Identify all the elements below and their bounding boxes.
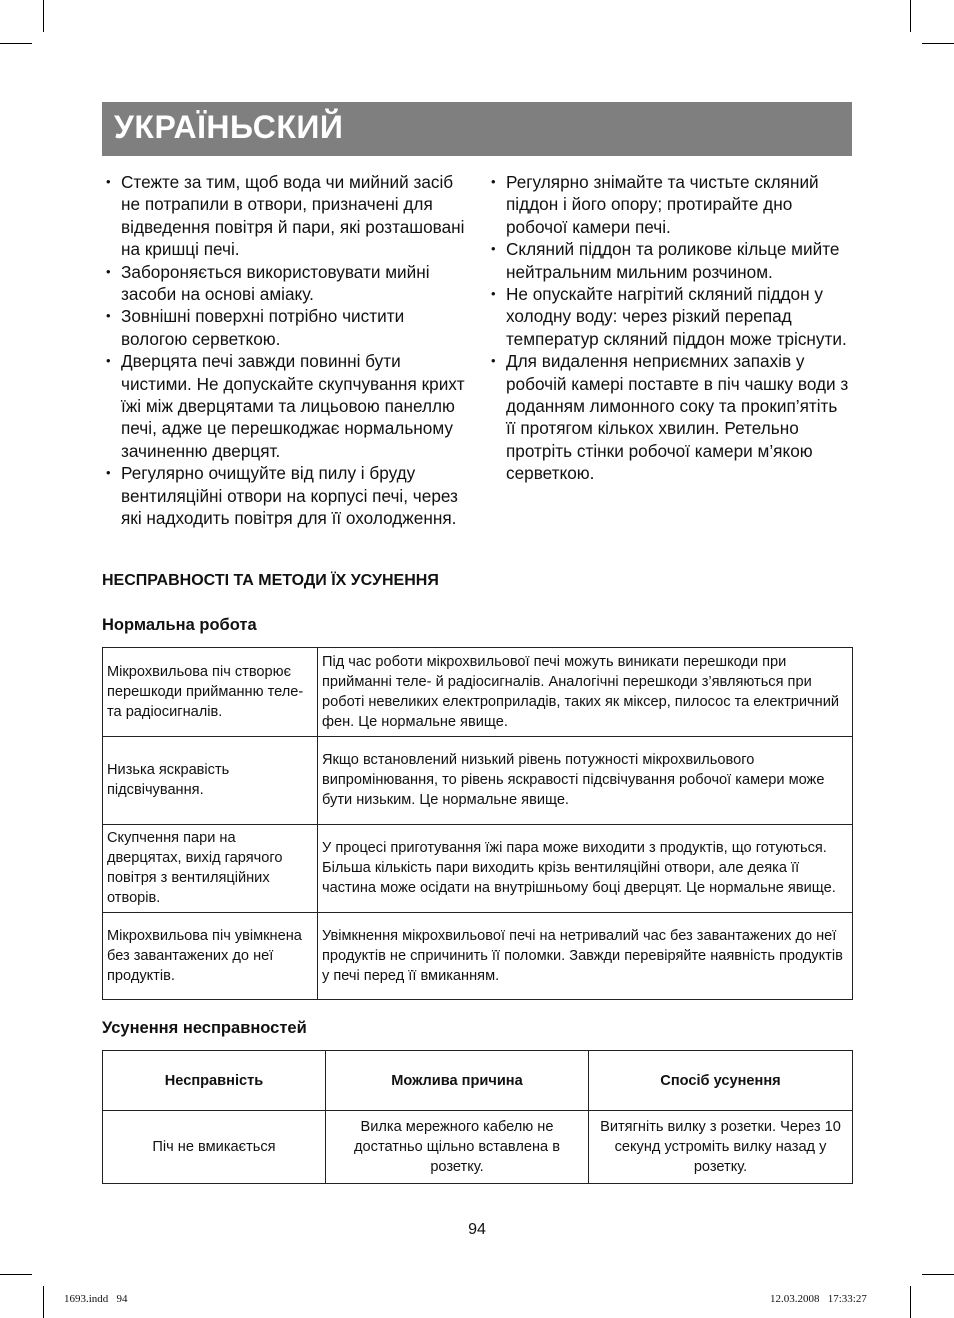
left-column [104,171,470,530]
list-item: • Зовнішні поверхні потрібно чистити вологою серветкою. [104,305,470,350]
issue-cell: Мікрохвильова піч увімкнена без завантажених до неї продуктів. [103,913,318,1000]
list-item: • Скляний піддон та роликове кільце мийте нейтральним мильним розчином. [489,238,851,283]
fault-cell: Піч не вмикається [103,1111,326,1184]
explanation-cell: Якщо встановлений низький рівень потужності мікрохвильового випромінювання, то рівень яскравості підсвічування робочої камери може бути низьким. Це нормальне явище. [318,737,853,825]
table-row [103,1111,853,1184]
table-row [103,913,853,1000]
right-column [489,171,851,485]
issue-cell: Мікрохвильова піч створює перешкоди прийманню теле- та радіосигналів. [103,648,318,737]
table-row [103,737,853,825]
section-title: НЕСПРАВНОСТІ ТА МЕТОДИ ЇХ УСУНЕННЯ [102,572,439,589]
crop-mark [910,1286,911,1318]
right-bullet-list [489,171,851,485]
crop-mark [922,1274,954,1275]
crop-mark [0,1274,32,1275]
language-header-bar [102,102,852,156]
column-header-cause: Можлива причина [326,1051,589,1111]
page-title: УКРАЇНЬСКИЙ [114,109,344,145]
left-bullet-list [104,171,470,530]
troubleshooting-heading: Усунення несправностей [102,1019,307,1037]
crop-mark [922,43,954,44]
list-item: • Стежте за тим, щоб вода чи мийний засіб не потрапили в отвори, призначені для відведення повітря й пари, які розташовані на кришці печі. [104,171,470,261]
table-row [103,648,853,737]
table-row [103,825,853,913]
list-item: • Регулярно очищуйте від пилу і бруду вентиляційні отвори на корпусі печі, через які надходить повітря для її охолодження. [104,462,470,529]
table-header-row [103,1051,853,1111]
issue-cell: Низька яскравість підсвічування. [103,737,318,825]
crop-mark [0,43,32,44]
column-header-fault: Несправність [103,1051,326,1111]
remedy-cell: Витягніть вилку з розетки. Через 10 секунд устроміть вилку назад у розетку. [589,1111,853,1184]
crop-mark [910,0,911,32]
explanation-cell: У процесі приготування їжі пара може виходити з продуктів, що готуються. Більша кількість пари виходить крізь вентиляційні отвори, але деяка її частина може осідати на внутрішньому боці дверцят. Це нормальне явище. [318,825,853,913]
list-item: • Забороняється використовувати мийні засоби на основі аміаку. [104,261,470,306]
list-item: • Регулярно знімайте та чистьте скляний піддон і його опору; протирайте дно робочої камери печі. [489,171,851,238]
list-item: • Для видалення неприємних запахів у робочій камері поставте в піч чашку води з доданням лимонного соку та прокип’ятіть її протягом кількох хвилин. Ретельно протріть стінки робочої камери м’якою серветкою. [489,350,851,484]
cause-cell: Вилка мережного кабелю не достатньо щільно вставлена в розетку. [326,1111,589,1184]
list-item: • Не опускайте нагрітий скляний піддон у холодну воду: через різкий перепад температур скляний піддон може тріснути. [489,283,851,350]
crop-mark [43,0,44,32]
footer-file-info: 1693.indd 94 [64,1293,128,1305]
issue-cell: Скупчення пари на дверцятах, вихід гарячого повітря з вентиляційних отворів. [103,825,318,913]
troubleshooting-table [102,1050,853,1184]
normal-operation-table [102,647,853,1000]
column-header-remedy: Спосіб усунення [589,1051,853,1111]
normal-operation-heading: Нормальна робота [102,616,257,634]
page-number: 94 [468,1221,486,1238]
list-item: • Дверцята печі завжди повинні бути чистими. Не допускайте скупчування крихт їжі між дверцятами та лицьовою панеллю печі, адже це перешкоджає нормальному зачиненню дверцят. [104,350,470,462]
crop-mark [43,1286,44,1318]
explanation-cell: Під час роботи мікрохвильової печі можуть виникати перешкоди при прийманні теле- й радіосигналів. Аналогічні перешкоди з’являються при роботі невеликих електроприладів, таких як міксер, пилосос та електричний фен. Це нормальне явище. [318,648,853,737]
explanation-cell: Увімкнення мікрохвильової печі на нетривалий час без завантажених до неї продуктів не спричинить її поломки. Завжди перевіряйте наявність продуктів у печі перед її вмиканням. [318,913,853,1000]
footer-datetime: 12.03.2008 17:33:27 [770,1293,867,1305]
